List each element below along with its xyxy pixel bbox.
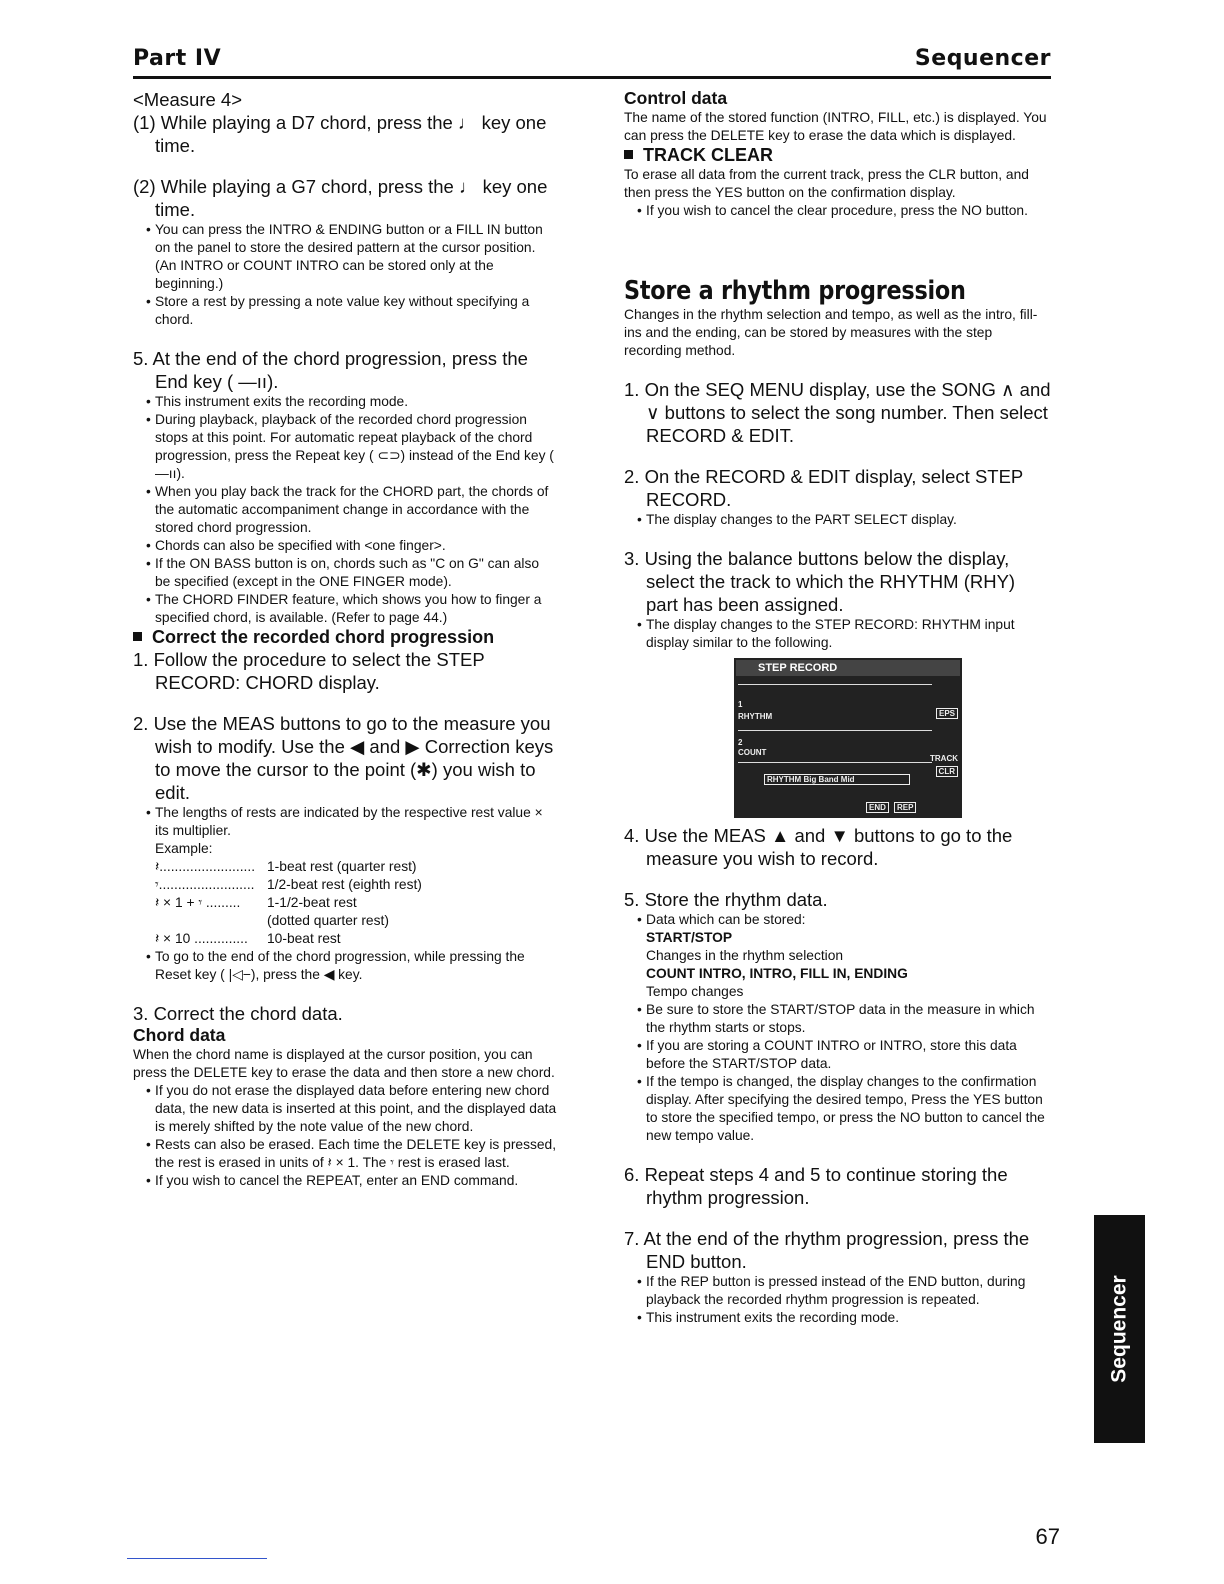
bullet: • To go to the end of the chord progression, while pressing the Reset key ( |◁−), press the ◀ key. — [133, 948, 557, 984]
rhythm-step-7: 7. At the end of the rhythm progression, press the END button. — [624, 1228, 1030, 1272]
control-data-text: The name of the stored function (INTRO, FILL, etc.) is displayed. You can press the DELETE key to erase the data which is displayed. — [624, 110, 1047, 143]
left-column — [133, 88, 557, 1190]
lcd-num: 1 — [738, 700, 743, 709]
rhythm-step-2: 2. On the RECORD & EDIT display, select STEP RECORD. — [624, 466, 1023, 510]
example-value: (dotted quarter rest) — [267, 913, 389, 928]
bullet: • If you wish to cancel the clear procedure, press the NO button. — [624, 202, 1051, 220]
rhythm-step-6: 6. Repeat steps 4 and 5 to continue storing the rhythm progression. — [624, 1164, 1008, 1208]
lcd-count: COUNT — [738, 748, 767, 757]
example-row — [133, 912, 557, 930]
example-row — [133, 930, 557, 948]
section-tab-label: Sequencer — [1107, 1275, 1131, 1383]
stored-item-desc: Tempo changes — [646, 984, 744, 999]
lcd-line — [738, 730, 932, 731]
bullet: • The lengths of rests are indicated by the respective rest value × its multiplier. — [133, 804, 557, 840]
rest-examples — [133, 858, 557, 948]
bullet: • If you do not erase the displayed data before entering new chord data, the new data is inserted at this point, and the displayed data is merely shifted by the note value of the new chord. — [133, 1082, 557, 1136]
lcd-display — [734, 658, 962, 818]
control-data-heading: Control data — [624, 88, 728, 108]
bullet: • Be sure to store the START/STOP data in the measure in which the rhythm starts or stops. — [624, 1001, 1051, 1037]
bullet: • Chords can also be specified with <one finger>. — [133, 537, 557, 555]
stored-data-list — [624, 929, 1051, 1001]
page-header — [133, 46, 1051, 79]
example-value: 10-beat rest — [267, 931, 341, 946]
example-key: 𝄽 × 1 + 𝄾 ......... — [155, 895, 241, 910]
example-row — [133, 876, 557, 894]
track-clear-heading: TRACK CLEAR — [624, 145, 1051, 166]
bullet: • During playback, playback of the recorded chord progression stops at this point. For automatic repeat playback of the chord progression, press the Repeat key ( ⊂⊃) instead of the End key ( —ıı). — [133, 411, 557, 483]
example-key: 𝄽......................... — [155, 859, 256, 874]
bullet: • When you play back the track for the CHORD part, the chords of the automatic accompaniment change in accordance with the stored chord progression. — [133, 483, 557, 537]
square-bullet-icon — [624, 150, 633, 159]
bullet: • The display changes to the PART SELECT display. — [624, 511, 1051, 529]
example-key — [155, 912, 267, 930]
lcd-line — [738, 762, 932, 763]
bullet: • The CHORD FINDER feature, which shows you how to finger a specified chord, is available. (Refer to page 44.) — [133, 591, 557, 627]
square-bullet-icon — [133, 632, 142, 641]
bullet: • This instrument exits the recording mode. — [133, 393, 557, 411]
example-row — [133, 894, 557, 912]
rhythm-heading: Store a rhythm progression — [624, 276, 966, 306]
lcd-track: TRACK — [930, 754, 958, 763]
step-5: 5. At the end of the chord progression, press the End key ( —ıı). — [133, 348, 528, 392]
rhythm-step-3: 3. Using the balance buttons below the display, select the track to which the RHYTHM (RHY) part has been assigned. — [624, 548, 1016, 615]
correct-step-3: 3. Correct the chord data. — [133, 1003, 343, 1024]
part-title: Part IV — [133, 46, 222, 71]
bullet: • The display changes to the STEP RECORD: RHYTHM input display similar to the following. — [624, 616, 1051, 652]
bullet: • You can press the INTRO & ENDING button or a FILL IN button on the panel to store the desired pattern at the cursor position. (An INTRO or COUNT INTRO can be stored only at the beginning.) — [133, 221, 557, 293]
lcd-pattern: RHYTHM Big Band Mid — [764, 774, 910, 785]
right-column — [624, 88, 1051, 1327]
example-key: 𝄽 × 10 .............. — [155, 931, 248, 946]
stored-item-desc: Changes in the rhythm selection — [646, 948, 844, 963]
lcd-rep: REP — [894, 802, 916, 813]
lcd-title: STEP RECORD — [736, 660, 960, 676]
rhythm-step-5: 5. Store the rhythm data. — [624, 889, 828, 910]
correct-step-1: 1. Follow the procedure to select the STEP RECORD: CHORD display. — [133, 649, 485, 693]
bullet: • If the REP button is pressed instead of the END button, during playback the recorded rhythm progression is repeated. — [624, 1273, 1051, 1309]
track-clear-text: To erase all data from the current track, press the CLR button, and then press the YES button on the confirmation display. — [624, 167, 1029, 200]
rhythm-intro: Changes in the rhythm selection and tempo, as well as the intro, fill-ins and the ending, can be stored by measures with the step recording method. — [624, 307, 1038, 358]
bullet: • Store a rest by pressing a note value key without specifying a chord. — [133, 293, 557, 329]
bullet: • Rests can also be erased. Each time the DELETE key is pressed, the rest is erased in units of 𝄽 × 1. The 𝄾 rest is erased last. — [133, 1136, 557, 1172]
lcd-eps: EPS — [936, 708, 958, 719]
lcd-clr: CLR — [936, 766, 958, 777]
example-label: Example: — [155, 841, 213, 856]
chord-data-text: When the chord name is displayed at the cursor position, you can press the DELETE key to erase the data and then store a new chord. — [133, 1047, 555, 1080]
bullet: • If you are storing a COUNT INTRO or INTRO, store this data before the START/STOP data. — [624, 1037, 1051, 1073]
bullet: • If you wish to cancel the REPEAT, enter an END command. — [133, 1172, 557, 1190]
example-key: 𝄾......................... — [155, 877, 255, 892]
example-value: 1-beat rest (quarter rest) — [267, 859, 417, 874]
example-value: 1/2-beat rest (eighth rest) — [267, 877, 422, 892]
chord-data-heading: Chord data — [133, 1025, 226, 1045]
section-title: Sequencer — [914, 46, 1051, 71]
bullet: • Data which can be stored: — [624, 911, 1051, 929]
stored-item-label: START/STOP — [646, 930, 733, 945]
example-value: 1-1/2-beat rest — [267, 895, 357, 910]
lcd-rhythm: RHYTHM — [738, 712, 773, 721]
correct-heading: Correct the recorded chord progression — [133, 627, 557, 648]
rhythm-step-1: 1. On the SEQ MENU display, use the SONG ∧ and ∨ buttons to select the song number. Then select RECORD & EDIT. — [624, 379, 1051, 446]
lcd-end: END — [866, 802, 889, 813]
rhythm-step-4: 4. Use the MEAS ▲ and ▼ buttons to go to the measure you wish to record. — [624, 825, 1013, 869]
lcd-line — [738, 684, 932, 685]
stored-item-label: COUNT INTRO, INTRO, FILL IN, ENDING — [646, 966, 908, 981]
example-row — [133, 858, 557, 876]
measure-label: <Measure 4> — [133, 89, 243, 110]
correct-step-2: 2. Use the MEAS buttons to go to the measure you wish to modify. Use the ◀ and ▶ Correction keys to move the cursor to the point (✱) you wish to edit. — [133, 713, 554, 803]
page-number: 67 — [1035, 1524, 1060, 1549]
footer-rule — [127, 1558, 267, 1559]
measure4-step1: (1) While playing a D7 chord, press the ♩ key one time. — [133, 112, 547, 156]
measure4-step2: (2) While playing a G7 chord, press the ♩ key one time. — [133, 176, 548, 220]
lcd-num: 2 — [738, 738, 743, 747]
bullet: • If the tempo is changed, the display changes to the confirmation display. After specifying the desired tempo, Press the YES button to store the specified tempo, or press the NO button to cancel the new tempo value. — [624, 1073, 1051, 1145]
bullet: • If the ON BASS button is on, chords such as "C on G" can also be specified (except in the ONE FINGER mode). — [133, 555, 557, 591]
bullet: • This instrument exits the recording mode. — [624, 1309, 1051, 1327]
